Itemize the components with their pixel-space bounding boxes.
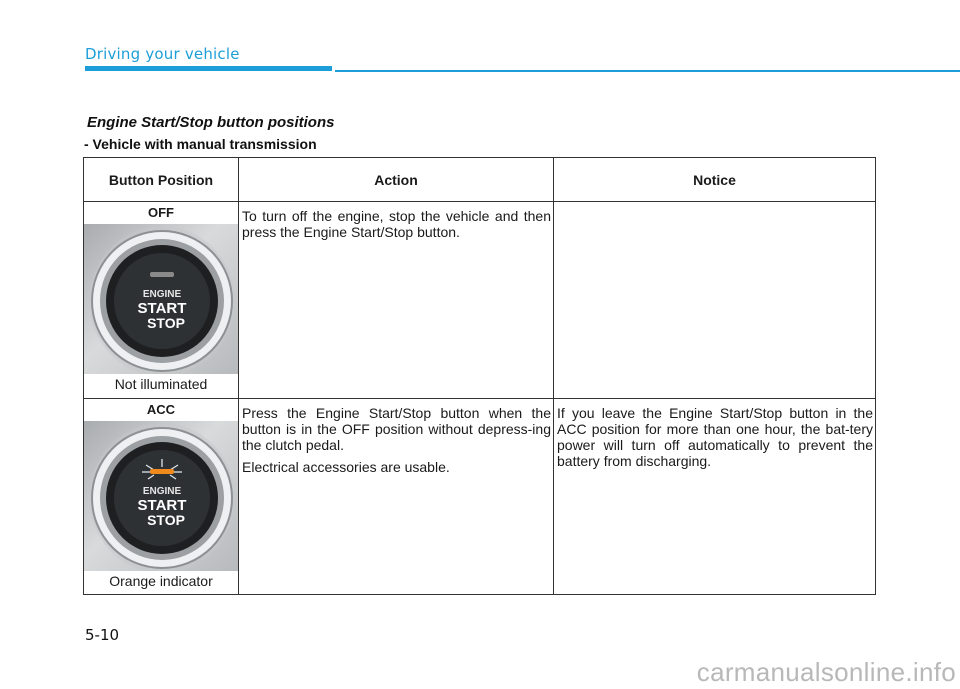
button-text-start: START [137, 497, 187, 514]
position-cell-acc [84, 399, 239, 595]
header-section-title: Driving your vehicle [85, 45, 240, 63]
button-positions-table [83, 157, 876, 595]
indicator-light-off [150, 272, 174, 277]
notice-text-acc: If you leave the Engine Start/Stop button in the ACC position for more than one hour, the bat-tery power will turn off automatically to prevent the battery from discharging. [557, 405, 873, 469]
column-header-action: Action [239, 158, 554, 202]
action-text-off: To turn off the engine, stop the vehicle and then press the Engine Start/Stop button. [242, 208, 551, 240]
notice-cell-off [554, 202, 876, 399]
action-cell-acc [239, 399, 554, 595]
position-caption-off: Not illuminated [114, 376, 208, 392]
button-text-stop: STOP [147, 315, 185, 331]
table-row-off [84, 202, 876, 399]
header-rule [335, 70, 960, 72]
column-header-position: Button Position [84, 158, 239, 202]
table-row-acc [84, 399, 876, 595]
watermark-text: carmanualsonline.info [696, 657, 956, 687]
action-text-acc-1: Press the Engine Start/Stop button when the button is in the OFF position without depress-ing the clutch pedal. [242, 405, 551, 453]
page-number: 5-10 [85, 626, 120, 644]
notice-cell-acc [554, 399, 876, 595]
action-text-acc-2: Electrical accessories are usable. [242, 459, 450, 475]
position-caption-acc: Orange indicator [109, 573, 213, 589]
position-label-acc: ACC [146, 402, 176, 417]
action-cell-off [239, 202, 554, 399]
position-cell-off [84, 202, 239, 399]
header-accent-bar [85, 66, 332, 71]
button-text-stop: STOP [147, 512, 185, 528]
column-header-notice: Notice [554, 158, 876, 202]
button-text-start: START [137, 300, 187, 317]
engine-start-stop-button-off-image [84, 224, 238, 374]
button-text-engine: ENGINE [142, 289, 182, 300]
section-title: Engine Start/Stop button positions [87, 114, 335, 131]
subsection-title: - Vehicle with manual transmission [84, 136, 317, 152]
indicator-light-acc [150, 469, 174, 474]
button-text-engine: ENGINE [142, 486, 182, 497]
engine-start-stop-button-acc-image [84, 421, 238, 571]
position-label-off: OFF [148, 205, 174, 220]
notice-text-off [554, 202, 875, 208]
table-header-row [84, 158, 876, 202]
